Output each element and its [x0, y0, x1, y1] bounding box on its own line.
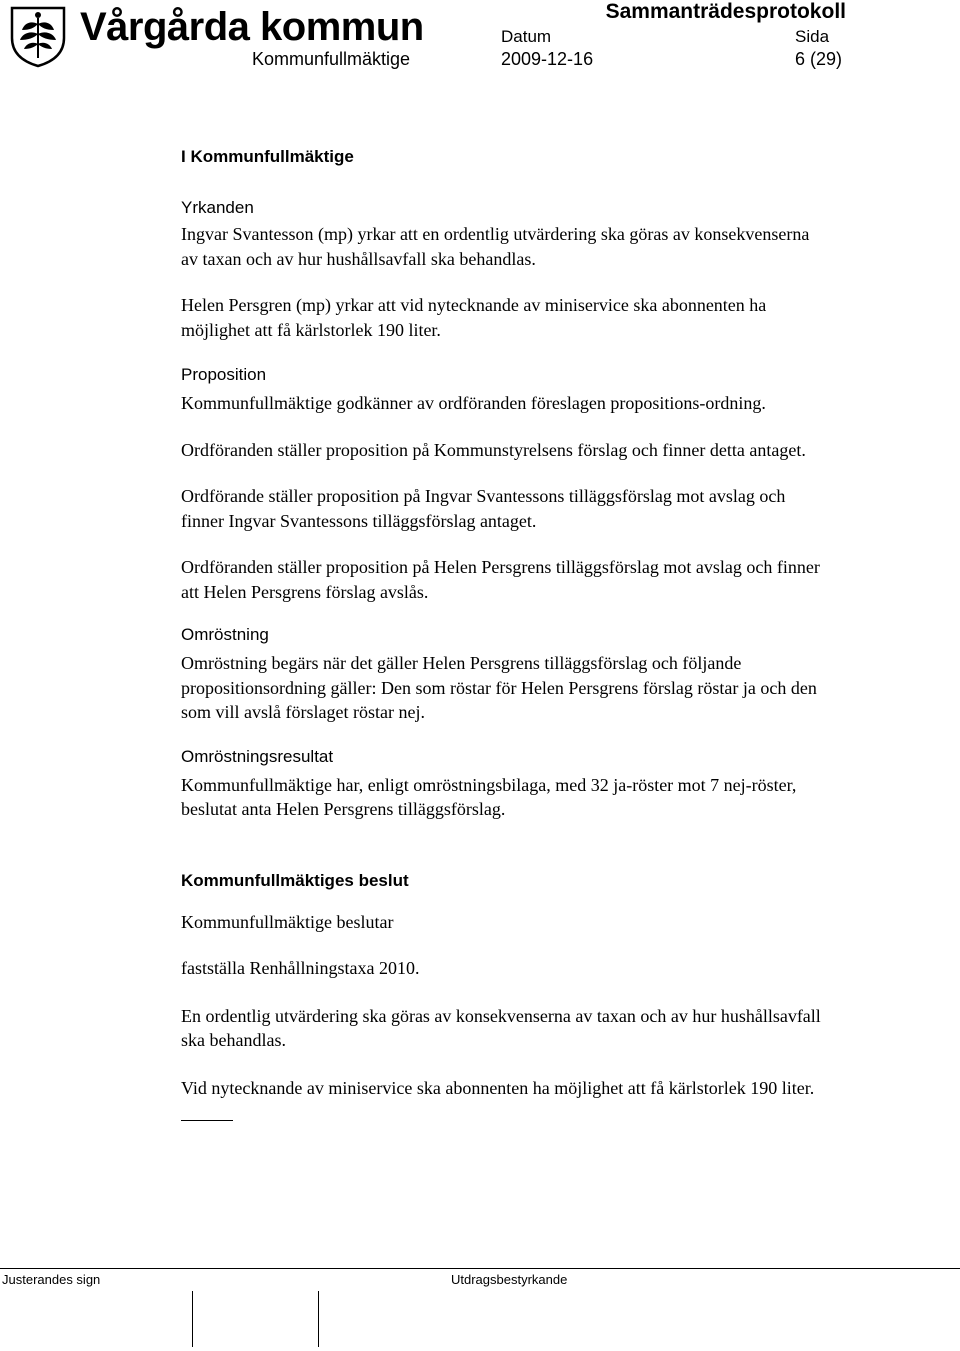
heading-omrostning: Omröstning	[181, 625, 269, 644]
body-name: Kommunfullmäktige	[252, 49, 411, 69]
heading-yrkanden: Yrkanden	[181, 198, 254, 217]
decision-item: fastställa Renhållningstaxa 2010.	[181, 958, 420, 978]
protocol-title: Sammanträdesprotokoll	[605, 0, 846, 23]
decision-item: Vid nytecknande av miniservice ska abonnenten ha möjlighet att få kärlstorlek 190 liter.	[181, 1077, 815, 1098]
decision-intro: Kommunfullmäktige beslutar	[181, 911, 394, 932]
municipal-coat-of-arms-icon	[8, 4, 68, 68]
footer-divider	[0, 1268, 960, 1269]
date-label: Datum	[501, 27, 552, 46]
heading-omrostningsresultat: Omröstningsresultat	[181, 746, 334, 766]
page-label: Sida	[795, 27, 830, 46]
paragraph: Omröstning begärs när det gäller Helen Persgrens tilläggsförslag och följande propositionsordning gäller: Den som röstar för Helen Persgrens förslag röstar ja och den som vill avslå förslaget röstar nej.	[181, 653, 817, 722]
municipality-logo-text: Vårgårda kommun	[80, 5, 424, 49]
paragraph: Kommunfullmäktige godkänner av ordföranden föreslagen propositions-ordning.	[181, 393, 766, 413]
paragraph: Ordföranden ställer proposition på Kommunstyrelsens förslag och finner detta antaget.	[181, 439, 806, 460]
decision-item: En ordentlig utvärdering ska göras av konsekvenserna av taxan och av hur hushållsavfall ska behandlas.	[181, 1005, 821, 1050]
paragraph: Helen Persgren (mp) yrkar att vid nytecknande av miniservice ska abonnenten ha möjlighet att få kärlstorlek 190 liter.	[181, 295, 767, 340]
paragraph: Kommunfullmäktige har, enligt omröstningsbilaga, med 32 ja-röster mot 7 nej-röster, beslutat anta Helen Persgrens tilläggsförslag.	[181, 774, 797, 819]
heading-beslut: Kommunfullmäktiges beslut	[181, 870, 409, 890]
end-of-section-rule	[181, 1120, 233, 1121]
signature-box-divider	[318, 1291, 319, 1347]
utdragsbestyrkande-label: Utdragsbestyrkande	[451, 1272, 568, 1287]
date-value: 2009-12-16	[501, 49, 594, 69]
justerandes-sign-label: Justerandes sign	[2, 1272, 101, 1287]
paragraph: Ingvar Svantesson (mp) yrkar att en ordentlig utvärdering ska göras av konsekvenserna av taxan och av hur hushållsavfall ska behandlas.	[181, 224, 810, 269]
section-title: I Kommunfullmäktige	[181, 147, 354, 166]
paragraph: Ordföranden ställer proposition på Helen Persgrens tilläggsförslag mot avslag och finner att Helen Persgrens förslag avslås.	[181, 557, 820, 602]
document-body	[181, 144, 821, 1121]
signature-box-divider	[192, 1291, 193, 1347]
paragraph: Ordförande ställer proposition på Ingvar Svantessons tilläggsförslag mot avslag och finner Ingvar Svantessons tilläggsförslag antaget.	[181, 486, 786, 531]
page-number: 6 (29)	[795, 49, 843, 69]
heading-proposition: Proposition	[181, 365, 267, 384]
